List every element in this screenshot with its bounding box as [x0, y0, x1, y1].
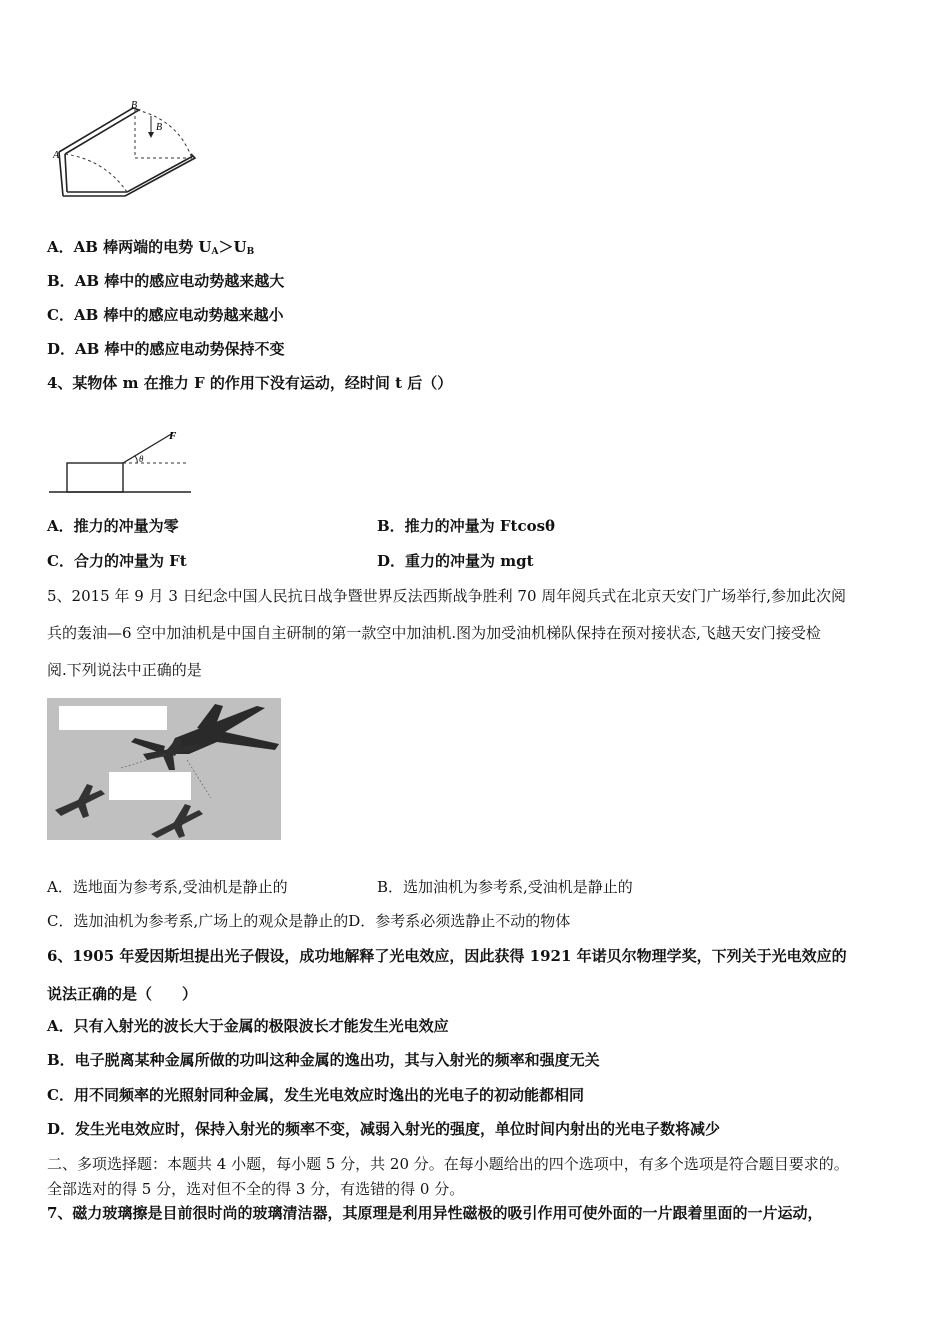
- q7-stem-line1: 7、磁力玻璃擦是目前很时尚的玻璃清洁器，其原理是利用异性磁极的吸引作用可使外面的一片跟着里面的一片运动，: [47, 1204, 823, 1222]
- q4-stem: 4、某物体 m 在推力 F 的作用下没有运动，经时间 t 后（）: [47, 374, 453, 392]
- q5-option-cd: [47, 910, 570, 931]
- q6-stem-line1: 6、1905 年爱因斯坦提出光子假设，成功地解释了光电效应，因此获得 1921 年诺贝尔物理学奖，下列关于光电效应的: [47, 947, 847, 965]
- q6-option-d: D．发生光电效应时，保持入射光的频率不变，减弱入射光的强度，单位时间内射出的光电子数将减少: [47, 1120, 721, 1138]
- angle-label: θ: [139, 454, 144, 464]
- label-field: B: [156, 122, 163, 133]
- q3-option-d: D．AB 棒中的感应电动势保持不变: [47, 340, 285, 358]
- section2-line2: 全部选对的得 5 分，选对但不全的得 3 分，有选错的得 0 分。: [47, 1180, 465, 1198]
- q4-option-c: C．合力的冲量为 Ft: [47, 552, 187, 570]
- q5-stem-line3: 阅.下列说法中正确的是: [47, 661, 202, 679]
- q4-option-d: D．重力的冲量为 mgt: [377, 552, 534, 570]
- q4-option-a: A．推力的冲量为零: [47, 517, 179, 535]
- label-b-point: B: [131, 100, 138, 111]
- q4-option-b: B．推力的冲量为 Ftcosθ: [377, 517, 556, 535]
- q3-option-c: C．AB 棒中的感应电动势越来越小: [47, 306, 284, 324]
- q5-option-b: B．选加油机为参考系,受油机是静止的: [377, 878, 633, 896]
- q6-stem-line2: 说法正确的是（ ）: [47, 985, 198, 1003]
- section2-line1: 二、多项选择题：本题共 4 小题，每小题 5 分，共 20 分。在每小题给出的四个选项中，有多个选项是符合题目要求的。: [47, 1155, 849, 1173]
- q6-option-b: B．电子脱离某种金属所做的功叫这种金属的逸出功，其与入射光的频率和强度无关: [47, 1051, 600, 1069]
- q5-stem-line2: 兵的轰油—6 空中加油机是中国自主研制的第一款空中加油机.图为加受油机梯队保持在预对接状态,飞越天安门接受检: [47, 624, 821, 642]
- q3-option-a: A．AB 棒两端的电势 $U_A>U_B$: [47, 238, 255, 257]
- q3-option-b: B．AB 棒中的感应电动势越来越大: [47, 272, 285, 290]
- q6-option-c: C．用不同频率的光照射同种金属，发生光电效应时逸出的光电子的初动能都相同: [47, 1086, 584, 1104]
- q5-option-d: D．参考系必须选静止不动的物体: [348, 912, 571, 930]
- force-label: F: [169, 430, 177, 442]
- q5-stem-line1: 5、2015 年 9 月 3 日纪念中国人民抗日战争暨世界反法西斯战争胜利 70 周年阅兵式在北京天安门广场举行,参加此次阅: [47, 587, 847, 605]
- q6-option-a: A．只有入射光的波长大于金属的极限波长才能发生光电效应: [47, 1017, 449, 1035]
- aircraft-photo: [47, 698, 281, 840]
- label-a-point: A: [53, 150, 60, 161]
- block-force-figure: [45, 425, 195, 497]
- q5-option-c: C．选加油机为参考系,广场上的观众是静止的: [47, 912, 349, 930]
- rail-rod-figure: [45, 100, 205, 205]
- q5-option-a: A．选地面为参考系,受油机是静止的: [47, 878, 288, 896]
